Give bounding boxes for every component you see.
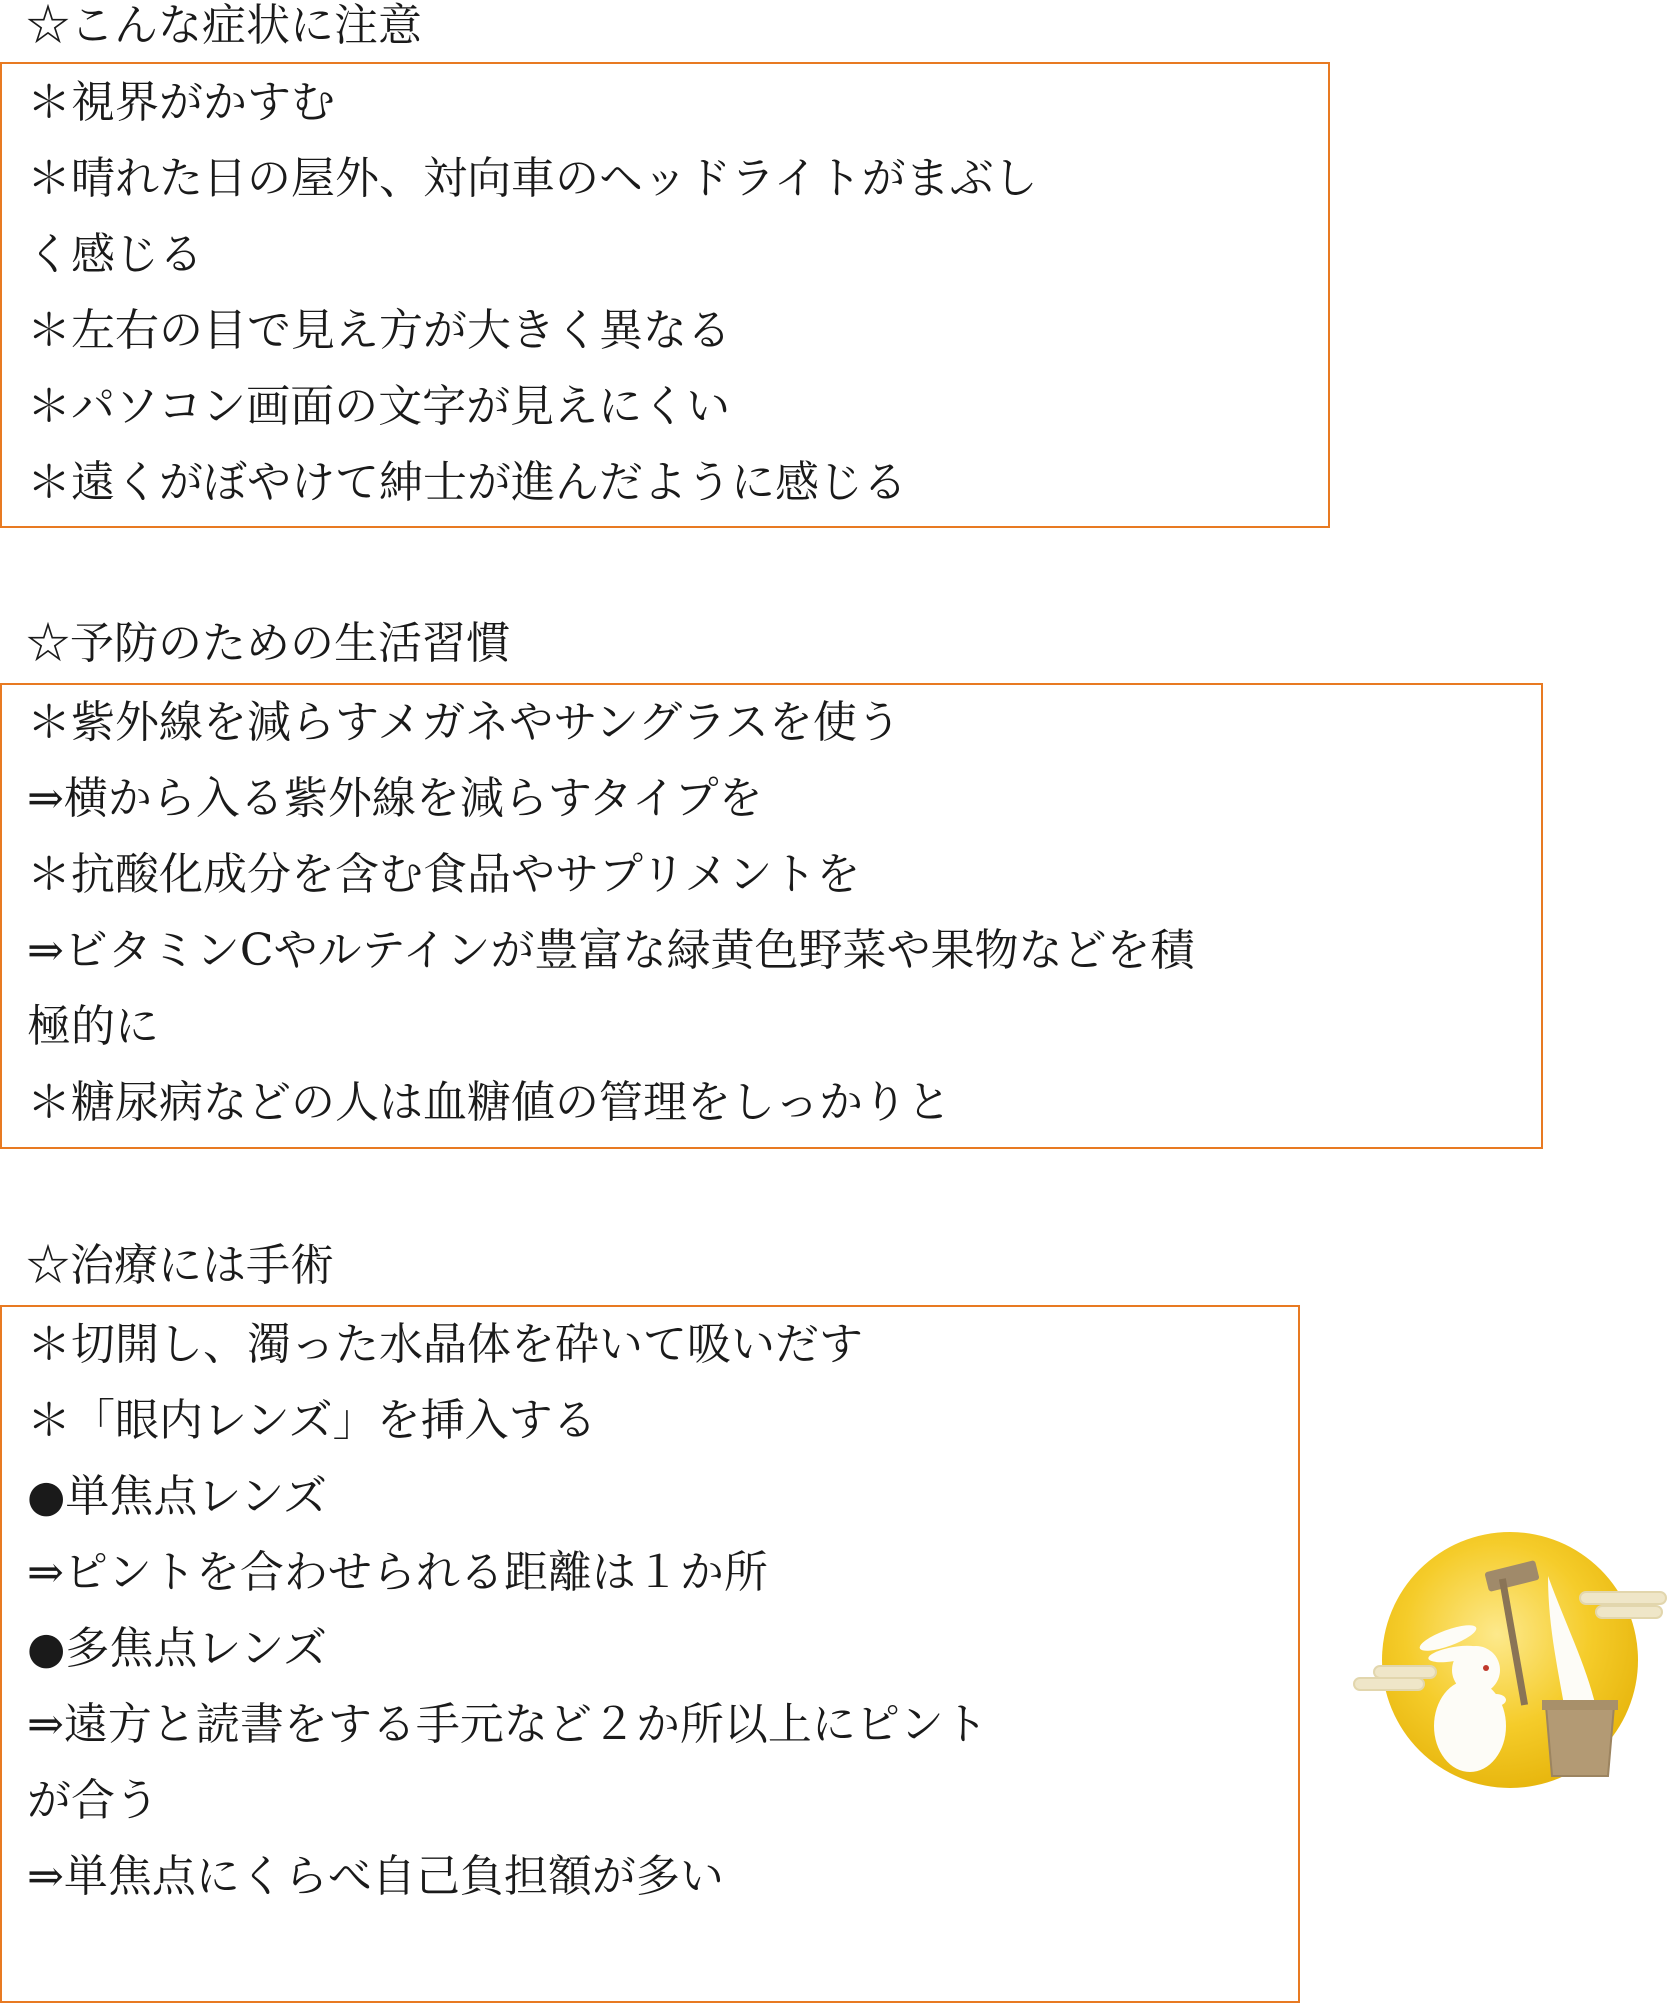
symptom-item: ＊パソコン画面の文字が見えにくい <box>27 381 731 432</box>
symptom-item: ＊左右の目で見え方が大きく異なる <box>27 305 731 356</box>
symptom-item: ＊遠くがぼやけて紳士が進んだように感じる <box>27 457 907 508</box>
symptom-item: ＊視界がかすむ <box>27 77 335 128</box>
prevention-item: ＊紫外線を減らすメガネやサングラスを使う <box>27 697 901 748</box>
prevention-detail: ⇒ビタミンCやルテインが豊富な緑黄色野菜や果物などを積 <box>27 925 1195 976</box>
cloud-left <box>1354 1666 1436 1690</box>
mortar-rim <box>1542 1700 1618 1710</box>
prevention-detail: ⇒横から入る紫外線を減らすタイプを <box>27 773 763 824</box>
symptom-item-continued: く感じる <box>27 229 203 280</box>
symptom-item: ＊晴れた日の屋外、対向車のヘッドライトがまぶし <box>27 153 1038 204</box>
moon-rabbit-mochi-icon <box>1352 1530 1668 1800</box>
section-heading-symptoms: ☆こんな症状に注意 <box>26 0 422 51</box>
mortar <box>1546 1706 1614 1776</box>
treatment-item: ＊切開し、濁った水晶体を砕いて吸いだす <box>27 1319 863 1370</box>
prevention-detail-continued: 極的に <box>27 1001 159 1052</box>
lens-detail: ⇒遠方と読書をする手元など２か所以上にピント <box>27 1699 988 1750</box>
symptoms-box <box>0 62 1330 528</box>
lens-detail-continued: が合う <box>27 1775 159 1826</box>
prevention-item: ＊糖尿病などの人は血糖値の管理をしっかりと <box>27 1077 951 1128</box>
prevention-box <box>0 683 1543 1149</box>
lens-detail: ⇒単焦点にくらべ自己負担額が多い <box>27 1851 724 1902</box>
prevention-item: ＊抗酸化成分を含む食品やサプリメントを <box>27 849 861 900</box>
section-heading-prevention: ☆予防のための生活習慣 <box>26 618 510 669</box>
lens-type-single: ●単焦点レンズ <box>27 1471 327 1522</box>
lens-type-multi: ●多焦点レンズ <box>27 1623 327 1674</box>
section-heading-treatment: ☆治療には手術 <box>26 1240 334 1291</box>
treatment-item: ＊「眼内レンズ」を挿入する <box>27 1395 597 1446</box>
treatment-box <box>0 1305 1300 2003</box>
lens-detail: ⇒ピントを合わせられる距離は１か所 <box>27 1547 768 1598</box>
